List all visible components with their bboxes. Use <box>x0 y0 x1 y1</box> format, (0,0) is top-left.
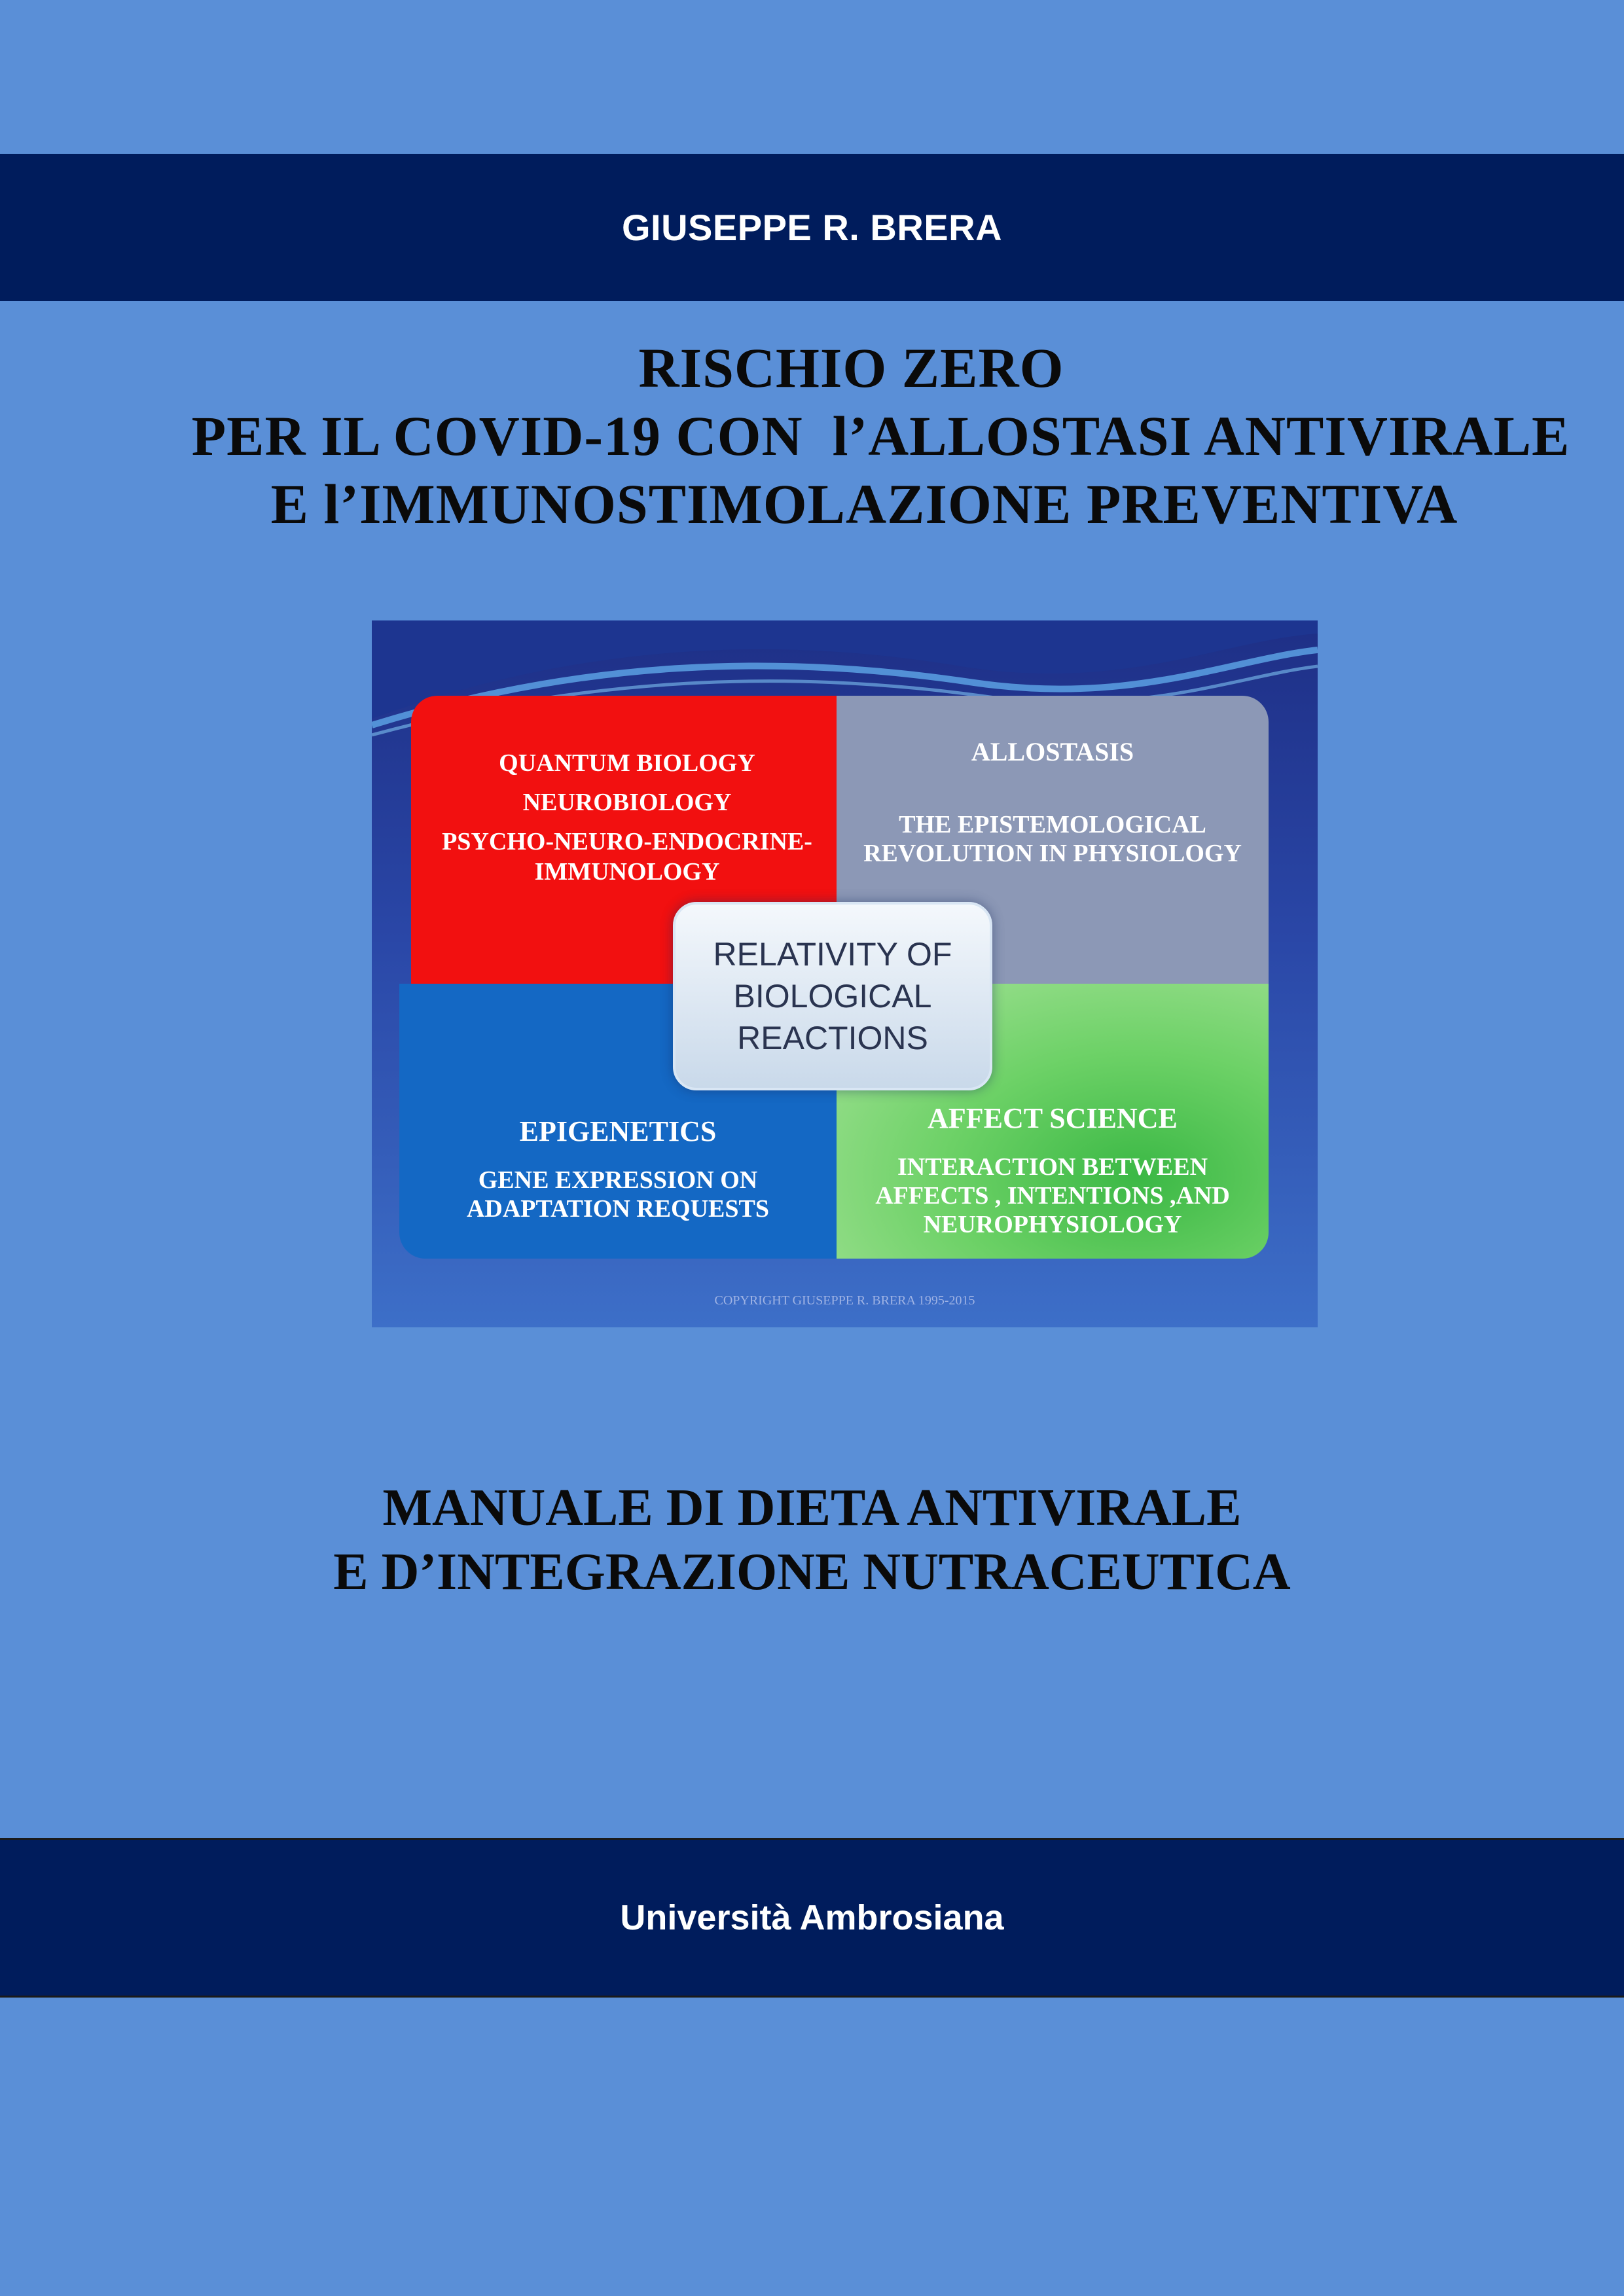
publisher-band <box>0 1838 1624 1998</box>
title-line-1: RISCHIO ZERO <box>638 336 1064 399</box>
red-line-1: QUANTUM BIOLOGY <box>499 749 755 777</box>
red-line-4: IMMUNOLOGY <box>534 858 720 886</box>
red-line-2: NEUROBIOLOGY <box>522 789 732 816</box>
grey-head: ALLOSTASIS <box>971 737 1134 766</box>
grey-sub <box>837 810 1269 868</box>
green-sub-1: INTERACTION BETWEEN <box>897 1153 1208 1181</box>
blue-sub-2: ADAPTATION REQUESTS <box>466 1195 770 1223</box>
relativity-center-box <box>673 902 992 1090</box>
publisher-name: Università Ambrosiana <box>620 1898 1004 1937</box>
figure-copyright: COPYRIGHT GIUSEPPE R. BRERA 1995-2015 <box>714 1293 975 1308</box>
center-line-2: BIOLOGICAL <box>733 978 932 1014</box>
green-sub-3: NEUROPHYSIOLOGY <box>923 1211 1182 1238</box>
blue-head: EPIGENETICS <box>519 1115 717 1147</box>
grey-sub-1: THE EPISTEMOLOGICAL <box>899 811 1206 838</box>
green-head: AFFECT SCIENCE <box>928 1102 1178 1134</box>
center-line-1: RELATIVITY OF <box>713 936 952 973</box>
title-line-2: PER IL COVID-19 CON l’ALLOSTASI ANTIVIRALE <box>191 404 1570 467</box>
green-sub <box>837 1153 1269 1239</box>
book-subtitle <box>0 1476 1624 1604</box>
green-sub-2: AFFECTS , INTENTIONS ,AND <box>875 1182 1230 1210</box>
cover-figure <box>372 620 1318 1327</box>
red-line-3: PSYCHO-NEURO-ENDOCRINE- <box>442 828 812 855</box>
center-line-3: REACTIONS <box>737 1020 928 1056</box>
author-name: GIUSEPPE R. BRERA <box>621 207 1003 248</box>
book-title <box>0 334 1624 538</box>
grey-sub-2: REVOLUTION IN PHYSIOLOGY <box>863 840 1242 867</box>
subtitle-line-1: MANUALE DI DIETA ANTIVIRALE <box>382 1479 1242 1537</box>
author-band <box>0 154 1624 301</box>
subtitle-line-2: E D’INTEGRAZIONE NUTRACEUTICA <box>333 1543 1291 1601</box>
blue-sub <box>399 1166 837 1223</box>
title-line-3: E l’IMMUNOSTIMOLAZIONE PREVENTIVA <box>270 473 1458 535</box>
blue-sub-1: GENE EXPRESSION ON <box>478 1166 758 1194</box>
